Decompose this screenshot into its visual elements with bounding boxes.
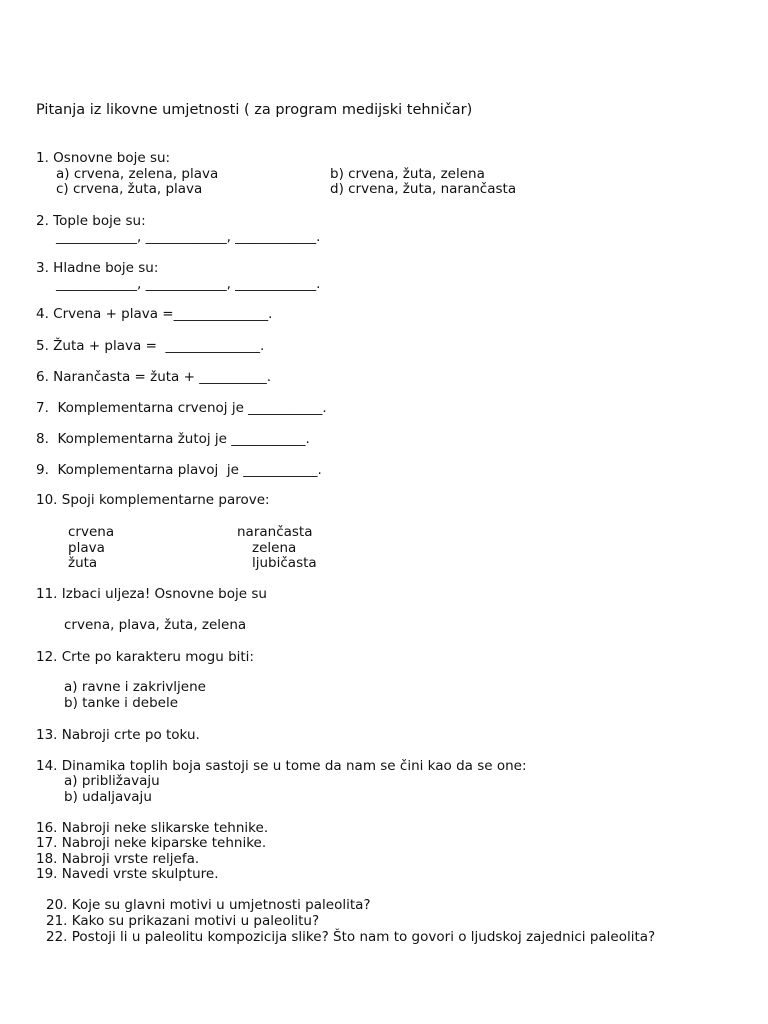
option-1d: d) crvena, žuta, narančasta bbox=[330, 181, 517, 197]
page-title: Pitanja iz likovne umjetnosti ( za program medijski tehničar) bbox=[36, 102, 473, 118]
question-17: 17. Nabroji neke kiparske tehnike. bbox=[36, 835, 267, 851]
question-10: 10. Spoji komplementarne parove: bbox=[36, 492, 270, 508]
question-20: 20. Koje su glavni motivi u umjetnosti paleolita? bbox=[46, 897, 371, 913]
question-22: 22. Postoji li u paleolitu kompozicija slike? Što nam to govori o ljudskoj zajednici paleolita? bbox=[46, 929, 656, 945]
question-19: 19. Navedi vrste skulpture. bbox=[36, 866, 219, 882]
option-1a: a) crvena, zelena, plava bbox=[56, 166, 219, 182]
option-12a: a) ravne i zakrivljene bbox=[64, 679, 206, 695]
question-6: 6. Narančasta = žuta + __________. bbox=[36, 369, 272, 385]
question-18: 18. Nabroji vrste reljefa. bbox=[36, 851, 200, 867]
question-11: 11. Izbaci uljeza! Osnovne boje su bbox=[36, 586, 267, 602]
option-12b: b) tanke i debele bbox=[64, 695, 179, 711]
answer-blanks-2: ____________, ____________, ____________. bbox=[56, 229, 321, 245]
question-21: 21. Kako su prikazani motivi u paleolitu? bbox=[46, 913, 320, 929]
option-1b: b) crvena, žuta, zelena bbox=[330, 166, 485, 182]
question-1: 1. Osnovne boje su: bbox=[36, 150, 171, 166]
question-13: 13. Nabroji crte po toku. bbox=[36, 727, 200, 743]
question-14: 14. Dinamika toplih boja sastoji se u tome da nam se čini kao da se one: bbox=[36, 758, 527, 774]
answer-blanks-3: ____________, ____________, ____________. bbox=[56, 276, 321, 292]
answer-options-11: crvena, plava, žuta, zelena bbox=[64, 617, 247, 633]
question-5: 5. Žuta + plava = ______________. bbox=[36, 338, 265, 354]
question-16: 16. Nabroji neke slikarske tehnike. bbox=[36, 820, 269, 836]
pair-left-item: žuta bbox=[68, 555, 98, 571]
pair-left-item: crvena bbox=[68, 524, 115, 540]
question-7: 7. Komplementarna crvenoj je ___________. bbox=[36, 400, 327, 416]
option-14a: a) približavaju bbox=[64, 773, 160, 789]
question-8: 8. Komplementarna žutoj je ___________. bbox=[36, 431, 310, 447]
pair-right-item: ljubičasta bbox=[252, 555, 317, 571]
question-3: 3. Hladne boje su: bbox=[36, 260, 159, 276]
question-2: 2. Tople boje su: bbox=[36, 213, 146, 229]
question-12: 12. Crte po karakteru mogu biti: bbox=[36, 649, 254, 665]
question-4: 4. Crvena + plava =______________. bbox=[36, 306, 273, 322]
option-14b: b) udaljavaju bbox=[64, 789, 152, 805]
option-1c: c) crvena, žuta, plava bbox=[56, 181, 203, 197]
pair-right-item: narančasta bbox=[237, 524, 313, 540]
pair-left-item: plava bbox=[68, 540, 105, 556]
pair-right-item: zelena bbox=[252, 540, 297, 556]
question-9: 9. Komplementarna plavoj je ___________. bbox=[36, 462, 322, 478]
